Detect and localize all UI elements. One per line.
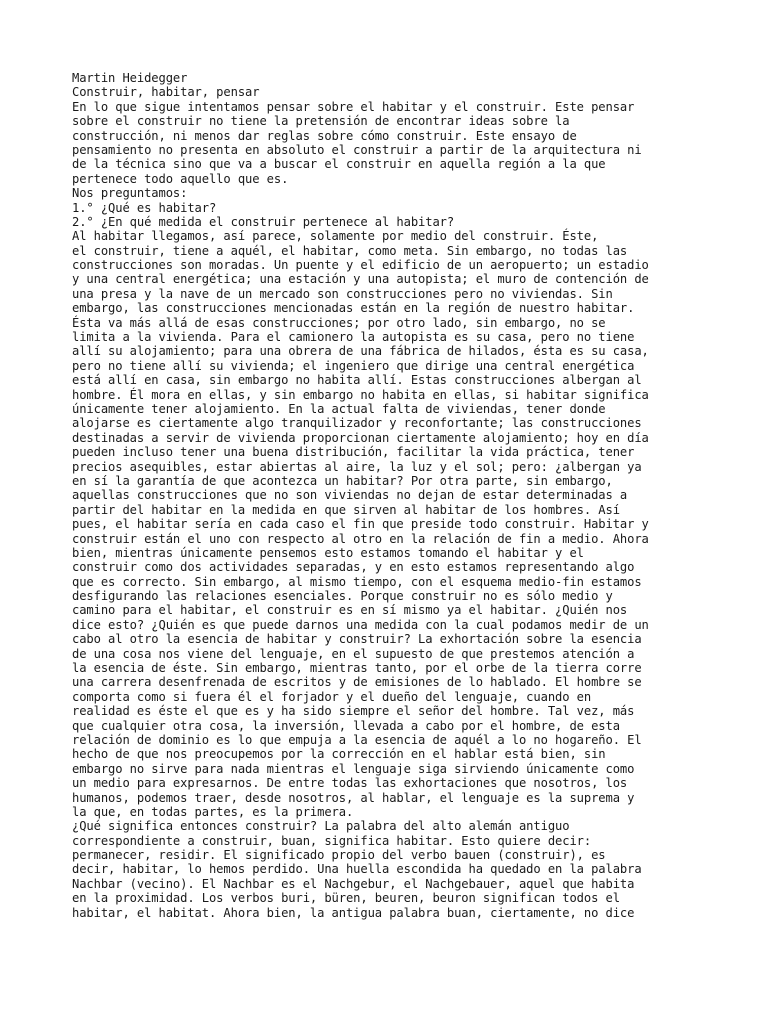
text-line: comporta como si fuera él el forjador y el dueño del lenguaje, cuando en xyxy=(72,689,592,704)
title-line: Construir, habitar, pensar xyxy=(72,85,260,100)
text-line: únicamente tener alojamiento. En la actual falta de viviendas, tener donde xyxy=(72,401,606,416)
text-line: Nachbar (vecino). El Nachbar es el Nachgebur, el Nachgebauer, aquel que habita xyxy=(72,876,635,891)
author-line: Martin Heidegger xyxy=(72,71,188,85)
text-line: 1.° ¿Qué es habitar? xyxy=(72,200,217,215)
text-line: pertenece todo aquello que es. xyxy=(72,171,289,186)
text-line: la esencia de éste. Sin embargo, mientras tanto, por el orbe de la tierra corre xyxy=(72,661,642,676)
text-line: embargo no sirve para nada mientras el lenguaje siga sirviendo únicamente como xyxy=(72,761,635,776)
text-line: en sí la garantía de que acontezca un habitar? Por otra parte, sin embargo, xyxy=(72,473,613,488)
text-line: de la técnica sino que va a buscar el construir en aquella región a la que xyxy=(72,157,606,172)
text-line: relación de dominio es lo que empuja a la esencia de aquél a lo no hogareño. El xyxy=(72,732,642,747)
text-line: allí su alojamiento; para una obrera de una fábrica de hilados, ésta es su casa, xyxy=(72,344,649,359)
text-line: realidad es éste el que es y ha sido siempre el señor del hombre. Tal vez, más xyxy=(72,704,635,719)
text-line: embargo, las construcciones mencionadas están en la región de nuestro habitar. xyxy=(72,301,635,316)
text-line: 2.° ¿En qué medida el construir pertenece al habitar? xyxy=(72,214,455,229)
text-line: habitar, el habitat. Ahora bien, la antigua palabra buan, ciertamente, no dice xyxy=(72,905,635,920)
text-line: humanos, podemos traer, desde nosotros, al hablar, el lenguaje es la suprema y xyxy=(72,790,635,805)
text-line: el construir, tiene a aquél, el habitar, como meta. Sin embargo, no todas las xyxy=(72,243,628,258)
text-line: En lo que sigue intentamos pensar sobre el habitar y el construir. Este pensar xyxy=(72,99,635,114)
text-line: sobre el construir no tiene la pretensión de encontrar ideas sobre la xyxy=(72,114,570,129)
text-line: y una central energética; una estación y una autopista; el muro de contención de xyxy=(72,272,649,287)
text-line: construir están el uno con respecto al otro en la relación de fin a medio. Ahora xyxy=(72,531,649,546)
text-line: camino para el habitar, el construir es en sí mismo ya el habitar. ¿Quién nos xyxy=(72,603,628,618)
text-line: bien, mientras únicamente pensemos esto estamos tomando el habitar y el xyxy=(72,545,584,560)
text-line: dice esto? ¿Quién es que puede darnos una medida con la cual podamos medir de un xyxy=(72,617,649,632)
text-line: decir, habitar, lo hemos perdido. Una huella escondida ha quedado en la palabra xyxy=(72,862,642,877)
text-line: Al habitar llegamos, así parece, solamente por medio del construir. Éste, xyxy=(72,229,599,244)
text-line: construcciones son moradas. Un puente y el edificio de un aeropuerto; un estadio xyxy=(72,258,649,273)
text-line: un medio para expresarnos. De entre todas las exhortaciones que nosotros, los xyxy=(72,776,628,791)
text-line: limita a la vivienda. Para el camionero la autopista es su casa, pero no tiene xyxy=(72,330,635,345)
text-line: hombre. Él mora en ellas, y sin embargo no habita en ellas, si habitar significa xyxy=(72,387,649,402)
text-line: correspondiente a construir, buan, significa habitar. Esto quiere decir: xyxy=(72,833,592,848)
text-line: cabo al otro la esencia de habitar y construir? La exhortación sobre la esencia xyxy=(72,632,642,647)
text-line: destinadas a servir de vivienda proporcionan ciertamente alojamiento; hoy en día xyxy=(72,430,649,445)
text-line: hecho de que nos preocupemos por la corrección en el hablar está bien, sin xyxy=(72,747,606,762)
text-line: aquellas construcciones que no son viviendas no dejan de estar determinadas a xyxy=(72,488,628,503)
text-line: construcción, ni menos dar reglas sobre cómo construir. Este ensayo de xyxy=(72,128,577,143)
text-line: en la proximidad. Los verbos buri, büren, beuren, beuron significan todos el xyxy=(72,891,620,906)
text-line: la que, en todas partes, es la primera. xyxy=(72,804,354,819)
text-line: pero no tiene allí su vivienda; el ingeniero que dirige una central energética xyxy=(72,358,635,373)
text-line: precios asequibles, estar abiertas al aire, la luz y el sol; pero: ¿albergan ya xyxy=(72,459,642,474)
text-line: está allí en casa, sin embargo no habita allí. Estas construcciones albergan al xyxy=(72,373,642,388)
text-line: ¿Qué significa entonces construir? La palabra del alto alemán antiguo xyxy=(72,819,570,834)
text-line: Ésta va más allá de esas construcciones; por otro lado, sin embargo, no se xyxy=(72,315,606,330)
text-line: permanecer, residir. El significado propio del verbo bauen (construir), es xyxy=(72,848,606,863)
text-line: partir del habitar en la medida en que sirven al habitar de los hombres. Así xyxy=(72,502,620,517)
text-line: construir como dos actividades separadas, y en esto estamos representando algo xyxy=(72,560,635,575)
text-line: Nos preguntamos: xyxy=(72,186,188,201)
text-line: desfigurando las relaciones esenciales. Porque construir no es sólo medio y xyxy=(72,589,613,604)
text-line: pues, el habitar sería en cada caso el fin que preside todo construir. Habitar y xyxy=(72,517,649,532)
text-line: que cualquier otra cosa, la inversión, llevada a cabo por el hombre, de esta xyxy=(72,718,620,733)
text-line: una presa y la nave de un mercado son construcciones pero no viviendas. Sin xyxy=(72,286,613,301)
text-line: pueden incluso tener una buena distribución, facilitar la vida práctica, tener xyxy=(72,445,635,460)
text-line: de una cosa nos viene del lenguaje, en el supuesto de que prestemos atención a xyxy=(72,646,635,661)
text-line: alojarse es ciertamente algo tranquilizador y reconfortante; las construcciones xyxy=(72,416,642,431)
text-line: pensamiento no presenta en absoluto el construir a partir de la arquitectura ni xyxy=(72,142,642,157)
document-page xyxy=(72,71,752,920)
text-line: que es correcto. Sin embargo, al mismo tiempo, con el esquema medio-fin estamos xyxy=(72,574,642,589)
text-line: una carrera desenfrenada de escritos y de emisiones de lo hablado. El hombre se xyxy=(72,675,642,690)
